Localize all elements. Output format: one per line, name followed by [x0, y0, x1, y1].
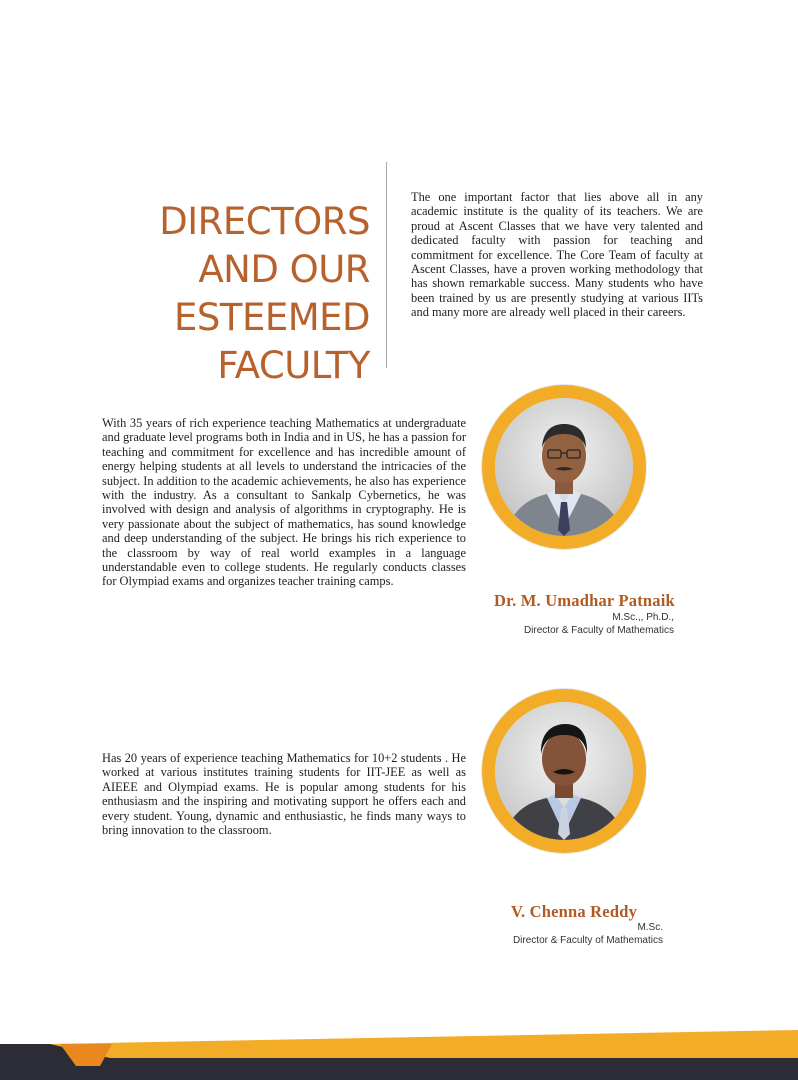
faculty-qualification: M.Sc.,, Ph.D.,: [612, 612, 674, 623]
intro-paragraph: The one important factor that lies above all in any academic institute is the quality of its teachers. We are proud at Ascent Classes that we have very talented and dedicated faculty with passion for teaching and commitment for excellence. The Core Team of faculty at Ascent Classes, have a proven working methodology that has shown remarkable success. Many students who have been trained by us are presently studying at various IITs and many more are already well placed in their careers.: [411, 190, 703, 320]
vertical-divider: [386, 162, 387, 368]
heading-line: ESTEEMED: [173, 295, 370, 339]
heading-line: FACULTY: [217, 343, 370, 387]
heading-line: AND OUR: [198, 247, 370, 291]
faculty-bio: With 35 years of rich experience teaching Mathematics at undergraduate and graduate level programs both in India and in US, he has a passion for teaching and commitment for excellence and has incredible amount of energy helping students at all levels to understand the intricacies of the subject. In addition to the academic achievements, he also has experience with the industry. As a consultant to Sankalp Cybernetics, he was involved with design and analysis of algorithms in cryptography. He is very passionate about the subject of mathematics, has sound knowledge and deep understanding of the subject. He brings his rich experience to the classroom by way of real world examples in a language understandable even to college students. He regularly conducts classes for Olympiad exams and organizes teacher training camps.: [102, 416, 466, 589]
faculty-role: Director & Faculty of Mathematics: [512, 935, 663, 946]
footer-graphic: [0, 1030, 798, 1080]
portrait-image: [495, 702, 633, 840]
faculty-qualification: M.Sc.: [637, 922, 663, 933]
portrait-frame: [482, 385, 646, 549]
faculty-name: Dr. M. Umadhar Patnaik: [494, 591, 675, 610]
section-heading: [40, 198, 370, 390]
faculty-name: V. Chenna Reddy: [511, 902, 638, 921]
faculty-bio: Has 20 years of experience teaching Mathematics for 10+2 students . He worked at various institutes training students for IIT-JEE as well as AIEEE and Olympiad exams. He is popular among students for his enthusiasm and the inspiring and motivating support he offers each and every student. Young, dynamic and enthusiastic, he finds many ways to bring innovation to the classroom.: [102, 751, 466, 838]
footer-band: [0, 1030, 798, 1080]
portrait-frame: [482, 689, 646, 853]
faculty-role: Director & Faculty of Mathematics: [523, 625, 674, 636]
heading-line: DIRECTORS: [159, 199, 370, 243]
portrait-image: [495, 398, 633, 536]
portrait-photo: [495, 398, 633, 536]
faculty-credentials: [513, 921, 663, 947]
faculty-credentials: [524, 611, 674, 637]
portrait-photo: [495, 702, 633, 840]
